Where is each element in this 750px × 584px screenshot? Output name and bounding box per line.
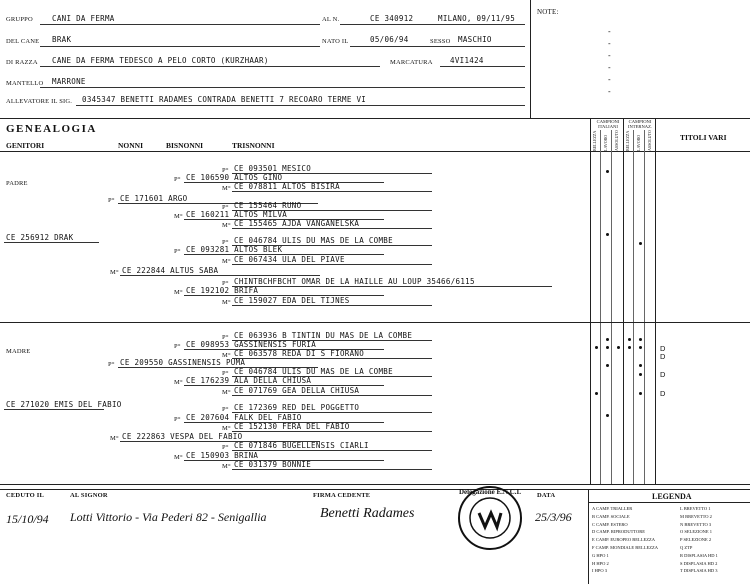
- relation-marker: M°: [222, 222, 231, 229]
- legenda-item: H HPO 2: [592, 560, 609, 566]
- champion-dot: [639, 338, 642, 341]
- legenda-item: T DISPLASIA HD 3: [680, 568, 718, 574]
- champion-dot: [639, 346, 642, 349]
- aln-label: AL N.: [322, 16, 340, 23]
- marcatura-value: 4VI1424: [450, 56, 484, 65]
- ancestor-entry: CE 222863 VESPA DEL FABIO: [122, 432, 243, 441]
- ancestor-entry: CE 207604 FALK DEL FABIO: [186, 413, 302, 422]
- note-dashes: - - - - - -: [608, 27, 611, 96]
- col-trisnonni: TRISNONNI: [232, 141, 275, 150]
- luogo-data-value: MILANO, 09/11/95: [438, 14, 516, 23]
- champion-dot: [639, 364, 642, 367]
- relation-marker: P°: [222, 239, 229, 246]
- legenda-item: Q ZTP: [680, 544, 693, 550]
- firma-signature: Benetti Radames: [320, 506, 415, 521]
- champion-dot: [606, 233, 609, 236]
- madre-value: CE 271020 EMIS DEL FABIO: [6, 400, 122, 409]
- relation-marker: P°: [174, 248, 181, 255]
- nato-label: NATO IL: [322, 38, 349, 45]
- ancestor-entry: CE 093281 ALTOS BLEK: [186, 245, 283, 254]
- legenda-item: E CAMP. EUROPEO BELLEZZA: [592, 537, 655, 543]
- enci-stamp: [455, 483, 525, 553]
- legenda-item: S DISPLASIA HD 2: [680, 560, 718, 566]
- legenda-left: [592, 505, 658, 575]
- ancestor-entry: CE 192102 BRIFA: [186, 286, 259, 295]
- ancestor-entry: CHINTBCHFBCHT OMAR DE LA HAILLE AU LOUP 35466/6115: [234, 277, 475, 286]
- cane-label: DEL CANE: [6, 38, 40, 45]
- genealogia-title: GENEALOGIA: [6, 123, 97, 135]
- relation-marker: P°: [222, 280, 229, 287]
- sub-bellezza-ita: BELLEZZA: [592, 130, 597, 151]
- relation-marker: M°: [174, 454, 183, 461]
- relation-marker: M°: [174, 213, 183, 220]
- ceduto-value: 15/10/94: [6, 512, 49, 526]
- relation-marker: P°: [222, 334, 229, 341]
- sub-assoluto-ita: ASSOLUTO: [614, 130, 619, 151]
- legenda-item: C CAMP. ESTERO: [592, 521, 628, 527]
- ancestor-entry: CE 152130 FERA DEL FABIO: [234, 422, 350, 431]
- allevatore-label: ALLEVATORE IL SIG.: [6, 98, 73, 105]
- legenda-item: R DISPLASIA HD 1: [680, 552, 718, 558]
- ancestor-entry: CE 160211 ALTOS MILVA: [186, 210, 288, 219]
- relation-marker: M°: [222, 185, 231, 192]
- ancestor-entry: CE 155465 AJDA VANGANELSKA: [234, 219, 360, 228]
- relation-marker: P°: [222, 444, 229, 451]
- relation-marker: M°: [222, 389, 231, 396]
- relation-marker: P°: [174, 416, 181, 423]
- ancestor-entry: CE 209550 GASSINENSIS PUMA: [120, 358, 246, 367]
- champion-dot: [628, 346, 631, 349]
- sub-lavoro-ita: LAVORO: [603, 134, 608, 151]
- ancestor-entry: CE 155464 RUNO: [234, 201, 302, 210]
- gruppo-label: GRUPPO: [6, 16, 33, 23]
- relation-marker: P°: [222, 204, 229, 211]
- firma-label: FIRMA CEDENTE: [313, 492, 371, 499]
- cane-value: BRAK: [52, 35, 72, 44]
- mantello-label: MANTELLO: [6, 80, 44, 87]
- champion-dot: [617, 346, 620, 349]
- razza-value: CANE DA FERMA TEDESCO A PELO CORTO (KURZHAAR): [52, 56, 269, 65]
- sub-lavoro-int: LAVORO: [636, 134, 641, 151]
- legenda-item: A CAMP. TRIALLER: [592, 506, 633, 511]
- aln-value: CE 340912: [370, 14, 414, 23]
- col-bisnonni: BISNONNI: [166, 141, 204, 150]
- relation-marker: M°: [222, 463, 231, 470]
- marcatura-label: MARCATURA: [390, 59, 433, 66]
- relation-marker: P°: [174, 176, 181, 183]
- allevatore-value: 0345347 BENETTI RADAMES CONTRADA BENETTI 7 RECOARO TERME VI: [82, 95, 367, 104]
- ancestor-entry: CE 159027 EDA DEL TIJNES: [234, 296, 350, 305]
- ancestor-entry: CE 063936 B TINTIN DU MAS DE LA COMBE: [234, 331, 413, 340]
- mantello-value: MARRONE: [52, 77, 86, 86]
- ancestor-entry: CE 098953 GASSINENSIS FURIA: [186, 340, 317, 349]
- champion-dot: [595, 392, 598, 395]
- relation-marker: M°: [222, 352, 231, 359]
- camp-italiani-header: CAMPIONI ITALIANI: [596, 119, 620, 129]
- ancestor-entry: CE 031379 BONNIE: [234, 460, 312, 469]
- ancestor-entry: CE 172369 RED DEL POGGETTO: [234, 403, 360, 412]
- relation-marker: M°: [174, 289, 183, 296]
- relation-marker: M°: [222, 425, 231, 432]
- col-nonni: NONNI: [118, 141, 144, 150]
- legenda-item: I HPO 3: [592, 568, 608, 574]
- padre-value: CE 256912 DRAK: [6, 233, 74, 242]
- relation-marker: P°: [174, 343, 181, 350]
- ancestor-entry: CE 067434 ULA DEL PIAVE: [234, 255, 345, 264]
- champion-dot: [595, 346, 598, 349]
- ancestor-entry: CE 063578 REDA DI S FIORANO: [234, 349, 365, 358]
- ancestor-entry: CE 171601 ARGO: [120, 194, 188, 203]
- ancestor-entry: CE 222844 ALTUS SABA: [122, 266, 219, 275]
- relation-marker: P°: [222, 370, 229, 377]
- nato-value: 05/06/94: [370, 35, 409, 44]
- sesso-label: SESSO: [430, 38, 451, 45]
- padre-label: PADRE: [6, 180, 28, 187]
- titolo-mark: D: [660, 344, 666, 353]
- data-label: DATA: [537, 492, 556, 499]
- legenda-item: D CAMP. RIPRODUTTORE: [592, 529, 646, 535]
- sub-bellezza-int: BELLEZZA: [625, 130, 630, 151]
- stamp-text: Delegazione E.N.C.I.: [458, 488, 522, 496]
- champion-dot: [606, 364, 609, 367]
- legenda-item: M BREVETTO 2: [680, 513, 712, 519]
- legenda-item: O SELEZIONE 1: [680, 529, 712, 535]
- ancestor-entry: CE 106590 ALTOS GINO: [186, 173, 283, 182]
- ancestor-entry: CE 046784 ULIS DU MAS DE LA COMBE: [234, 236, 393, 245]
- gruppo-value: CANI DA FERMA: [52, 14, 115, 23]
- champion-dot: [606, 414, 609, 417]
- legenda-item: L BREVETTO 1: [680, 506, 711, 511]
- signor-label: AL SIGNOR: [70, 492, 108, 499]
- legenda-right: [680, 505, 718, 575]
- champion-dot: [606, 338, 609, 341]
- relation-marker: P°: [222, 406, 229, 413]
- col-genitori: GENITORI: [6, 141, 45, 150]
- relation-marker: M°: [110, 269, 119, 276]
- ancestor-entry: CE 093501 MESICO: [234, 164, 312, 173]
- note-label: NOTE:: [537, 8, 559, 16]
- champion-dot: [628, 338, 631, 341]
- legenda-item: G HPO 1: [592, 552, 609, 558]
- champion-dot: [639, 373, 642, 376]
- relation-marker: M°: [222, 299, 231, 306]
- ancestor-entry: CE 046784 ULIS DU MAS DE LA COMBE: [234, 367, 393, 376]
- champion-dot: [606, 346, 609, 349]
- ancestor-entry: CE 071846 BUGELLENSIS CIARLI: [234, 441, 369, 450]
- data-value: 25/3/96: [535, 510, 572, 524]
- relation-marker: M°: [174, 379, 183, 386]
- legenda-title: LEGENDA: [652, 492, 692, 501]
- champion-dot: [639, 242, 642, 245]
- ancestor-entry: CE 071769 GEA DELLA CHIUSA: [234, 386, 360, 395]
- sesso-value: MASCHIO: [458, 35, 492, 44]
- legenda-item: P SELEZIONE 2: [680, 537, 712, 543]
- ceduto-label: CEDUTO IL: [6, 492, 44, 499]
- champion-dot: [639, 392, 642, 395]
- ancestor-entry: CE 078811 ALTOS BISIRA: [234, 182, 340, 191]
- madre-label: MADRE: [6, 348, 31, 355]
- razza-label: DI RAZZA: [6, 59, 38, 66]
- titolo-mark: D: [660, 352, 666, 361]
- relation-marker: M°: [110, 435, 119, 442]
- titolo-mark: D: [660, 389, 666, 398]
- titoli-header: TITOLI VARI: [680, 133, 727, 142]
- relation-marker: P°: [108, 197, 115, 204]
- legenda-item: F CAMP. MONDIALE BELLEZZA: [592, 544, 658, 550]
- titolo-mark: D: [660, 370, 666, 379]
- ancestor-entry: CE 150903 BRINA: [186, 451, 259, 460]
- relation-marker: P°: [222, 167, 229, 174]
- relation-marker: M°: [222, 258, 231, 265]
- legenda-item: N BREVETTO 3: [680, 521, 712, 527]
- relation-marker: P°: [108, 361, 115, 368]
- camp-internaz-header: CAMPIONI INTERNAZ.: [627, 119, 653, 129]
- ancestor-entry: CE 176239 ALA DELLA CHIUSA: [186, 376, 312, 385]
- legenda-item: B CAMP. SOCIALE: [592, 513, 630, 519]
- sub-assoluto-int: ASSOLUTO: [647, 130, 652, 151]
- signor-value: Lotti Vittorio - Via Pederi 82 - Senigallia: [70, 510, 267, 524]
- champion-dot: [606, 170, 609, 173]
